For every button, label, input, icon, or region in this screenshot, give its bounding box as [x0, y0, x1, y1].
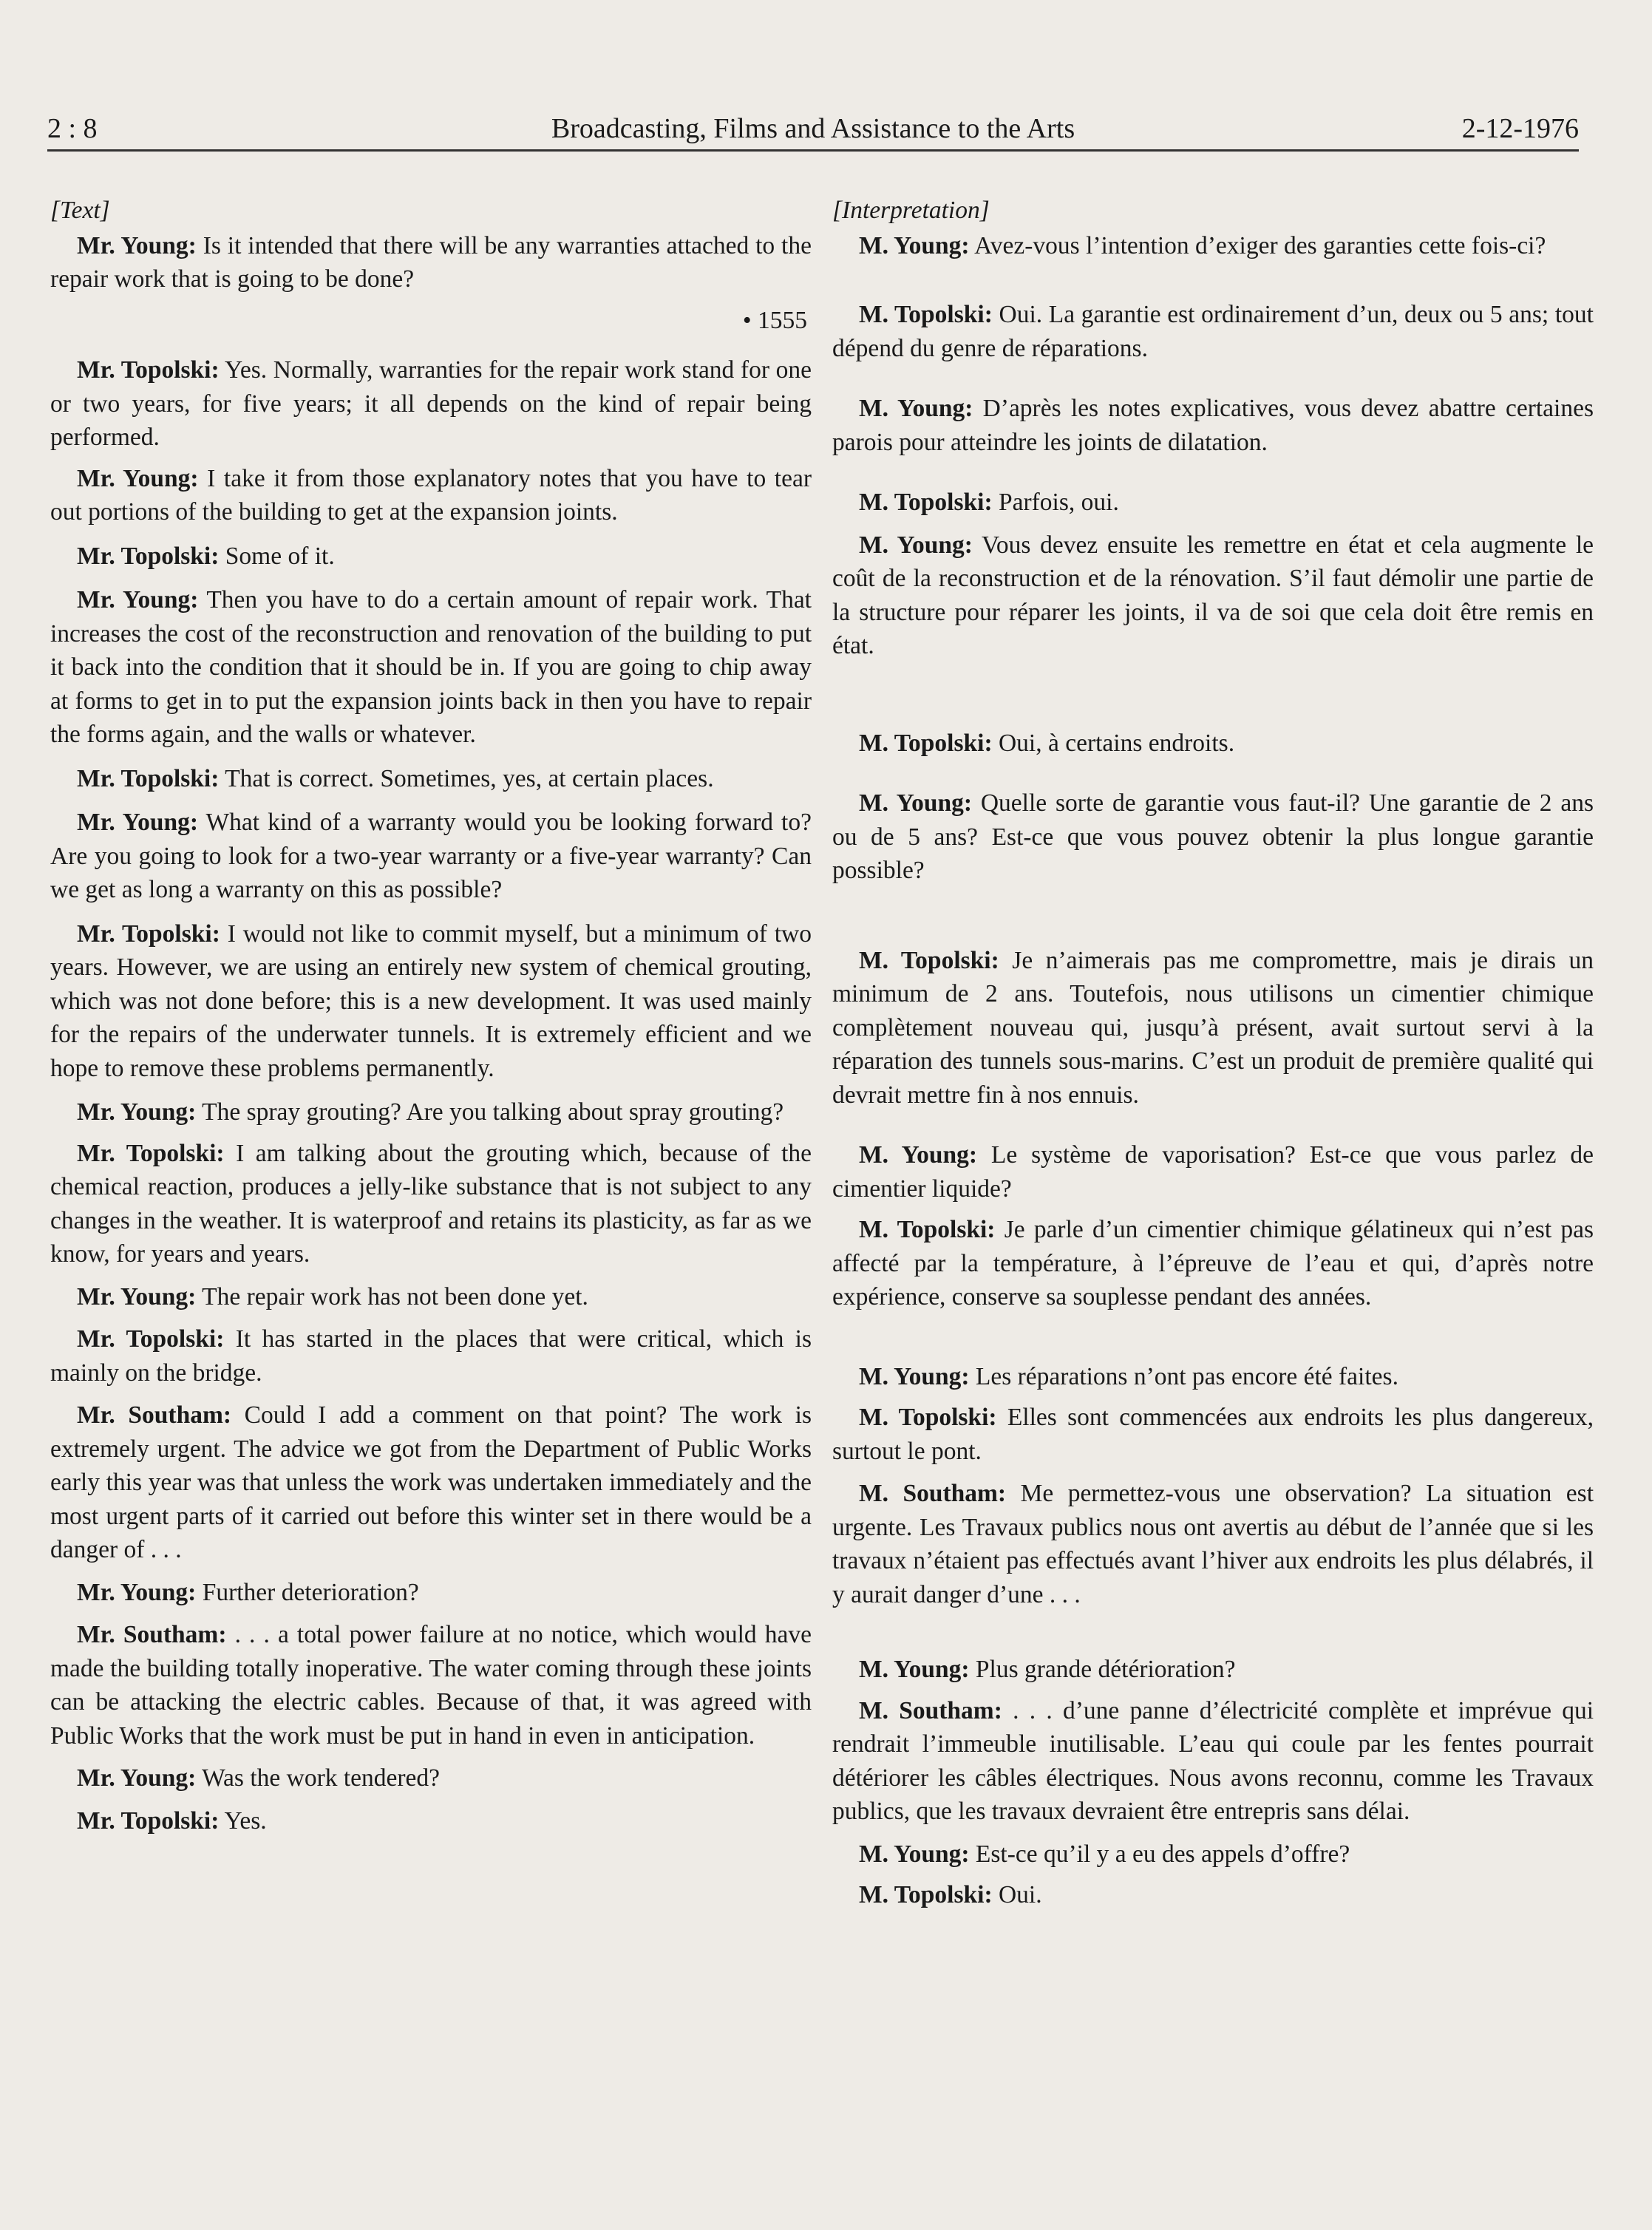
speaker-name: Mr. Young: [77, 1282, 197, 1311]
speech-text: D’après les notes explicatives, vous devez abattre certaines parois pour atteindre les joints de dilatation. [832, 395, 1594, 456]
speech-text: Vous devez ensuite les remettre en état et cela augmente le coût de la reconstruction et de la rénovation. S’il faut démolir une partie de la structure pour réparer les joints, il va de soi que cela doit être remis en état. [832, 531, 1594, 659]
transcript-paragraph [50, 1618, 812, 1753]
speaker-name: Mr. Topolski: [77, 919, 220, 948]
speaker-name: Mr. Southam: [77, 1401, 232, 1429]
speech-text: I take it from those explanatory notes that you have to tear out portions of the building to get at the expansion joints. [50, 464, 812, 526]
speaker-name: Mr. Southam: [77, 1621, 227, 1648]
transcript-paragraph [832, 1694, 1594, 1829]
speech-text: Avez-vous l’intention d’exiger des garanties cette fois-ci? [974, 231, 1546, 259]
speech-text: Je parle d’un cimentier chimique gélatineux qui n’est pas affecté par la température, à l’épreuve de l’eau et qui, d’après notre expérience, conserve sa souplesse pendant des années. [832, 1216, 1594, 1311]
transcript-paragraph [50, 762, 812, 796]
speech-text: Les réparations n’ont pas encore été faites. [975, 1362, 1398, 1390]
speaker-name: M. Young: [859, 1141, 978, 1169]
speech-text: Quelle sorte de garantie vous faut-il? Une garantie de 2 ans ou de 5 ans? Est-ce que vous pouvez obtenir la plus longue garantie possible? [832, 789, 1594, 884]
speech-text: It has started in the places that were critical, which is mainly on the bridge. [50, 1325, 812, 1387]
transcript-paragraph [50, 229, 812, 296]
speech-text: What kind of a warranty would you be looking forward to? Are you going to look for a two-year warranty or a five-year warranty? Can we get as long a warranty on this as possible? [50, 809, 812, 903]
transcript-paragraph [832, 1401, 1594, 1468]
header-date: 2-12-1976 [1461, 113, 1579, 144]
english-column [50, 194, 812, 1838]
transcript-paragraph [832, 1138, 1594, 1206]
speaker-name: Mr. Topolski: [77, 1139, 225, 1167]
speaker-name: Mr. Young: [77, 586, 199, 613]
transcript-paragraph [832, 1838, 1594, 1872]
speech-text: Parfois, oui. [998, 489, 1119, 516]
speech-text: Is it intended that there will be any warranties attached to the repair work that is going to be done? [50, 231, 812, 293]
speech-text: That is correct. Sometimes, yes, at certain places. [225, 764, 714, 792]
speaker-name: M. Topolski: [859, 1881, 993, 1908]
interpretation-label: [Interpretation] [832, 197, 990, 224]
transcript-paragraph [50, 353, 812, 455]
speech-text: Est-ce qu’il y a eu des appels d’offre? [975, 1840, 1350, 1868]
transcript-paragraph [50, 1398, 812, 1567]
speaker-name: M. Southam: [859, 1696, 1002, 1724]
speech-text: Then you have to do a certain amount of repair work. That increases the cost of the reconstruction and renovation of the building to put it back into the condition that it should be in. If you are going to chip away at forms to get in to put the expansion joints back in then you have to repair the forms again, and the walls or whatever. [50, 586, 812, 748]
time-marker: • 1555 [742, 306, 807, 334]
transcript-paragraph [50, 806, 812, 907]
speech-text: Elles sont commencées aux endroits les plus dangereux, surtout le pont. [832, 1404, 1594, 1465]
speech-text: Further deterioration? [202, 1578, 419, 1606]
speech-text: Some of it. [225, 542, 335, 570]
speaker-name: M. Young: [859, 531, 973, 559]
transcript-paragraph [832, 1653, 1594, 1687]
transcript-paragraph [832, 1477, 1594, 1611]
speech-text: Was the work tendered? [202, 1764, 441, 1792]
speech-text: Me permettez-vous une observation? La situation est urgente. Les Travaux publics nous ont avertis au début de l’année que si les travaux n’étaient pas effectués avant l’hiver aux endroits les plus délabrés, il y aurait danger d’une . . . [832, 1480, 1594, 1608]
speaker-name: Mr. Young: [77, 1098, 197, 1126]
speech-text: . . . a total power failure at no notice, which would have made the building totally inoperative. The water coming through these joints can be attacking the electric cables. Because of that, it was agreed with Public Works that the work must be put in hand in even in anticipation. [50, 1621, 812, 1750]
transcript-paragraph [50, 1576, 812, 1610]
speech-text: Oui, à certains endroits. [998, 729, 1235, 757]
speaker-name: M. Young: [859, 1362, 970, 1390]
transcript-paragraph [50, 583, 812, 752]
transcript-paragraph [50, 1137, 812, 1271]
speaker-name: M. Topolski: [859, 729, 993, 757]
transcript-paragraph [832, 1360, 1594, 1394]
speaker-name: Mr. Young: [77, 464, 199, 492]
text-label: [Text] [50, 197, 110, 224]
speaker-name: M. Young: [859, 1656, 970, 1683]
speech-text: Je n’aimerais pas me compromettre, mais je dirais un minimum de 2 ans. Toutefois, nous utilisons un cimentier chimique complètement nouveau qui, jusqu’à présent, avait surtout servi à la réparation des tunnels sous-marins. C’est un produit de première qualité qui devrait mettre fin à nos ennuis. [832, 946, 1594, 1109]
transcript-paragraph [50, 540, 812, 574]
transcript-paragraph [50, 1280, 812, 1314]
french-column [832, 194, 1594, 1912]
speaker-name: Mr. Young: [77, 1578, 197, 1606]
transcript-paragraph [50, 917, 812, 1086]
speech-text: The spray grouting? Are you talking about spray grouting? [202, 1098, 784, 1126]
speaker-name: M. Topolski: [859, 946, 999, 974]
speaker-name: M. Topolski: [859, 1404, 997, 1431]
transcript-paragraph [50, 1095, 812, 1129]
transcript-paragraph [50, 1761, 812, 1795]
speaker-name: M. Young: [859, 395, 973, 422]
speaker-name: M. Young: [859, 231, 970, 259]
speech-text: I am talking about the grouting which, because of the chemical reaction, produces a jelly-like substance that is not subject to any changes in the weather. It is waterproof and retains its plasticity, as far as we know, for years and years. [50, 1139, 812, 1268]
speaker-name: Mr. Topolski: [77, 764, 220, 792]
transcript-paragraph [832, 727, 1594, 761]
transcript-paragraph [50, 1804, 812, 1838]
speech-text: Could I add a comment on that point? The work is extremely urgent. The advice we got from the Department of Public Works early this year was that unless the work was undertaken immediately and the most urgent parts of it carried out before this winter set in there would be a danger of . . . [50, 1401, 812, 1563]
transcript-paragraph [832, 528, 1594, 663]
speech-text: Plus grande détérioration? [975, 1656, 1236, 1683]
speaker-name: M. Topolski: [859, 1216, 996, 1243]
speaker-name: Mr. Young: [77, 809, 199, 836]
speech-text: Yes. Normally, warranties for the repair work stand for one or two years, for five years; it all depends on the kind of repair being performed. [50, 356, 812, 451]
speech-text: . . . d’une panne d’électricité complète et imprévue qui rendrait l’immeuble inutilisable. L’eau qui coule par les fentes pourrait détériorer les câbles électriques. Nous avons reconnu, comme les Travaux publics, que les travaux devraient être entrepris sans délai. [832, 1696, 1594, 1825]
transcript-paragraph [50, 1322, 812, 1390]
page-number: 2 : 8 [47, 113, 98, 144]
page-header [47, 108, 1579, 152]
transcript-paragraph [832, 486, 1594, 520]
transcript-paragraph [832, 1878, 1594, 1912]
speech-text: The repair work has not been done yet. [202, 1282, 588, 1311]
speaker-name: Mr. Topolski: [77, 1325, 225, 1353]
speaker-name: M. Southam: [859, 1480, 1007, 1507]
speaker-name: Mr. Young: [77, 231, 197, 259]
speaker-name: Mr. Topolski: [77, 1806, 220, 1835]
speech-text: Oui. La garantie est ordinairement d’un, deux ou 5 ans; tout dépend du genre de réparations. [832, 301, 1594, 362]
transcript-paragraph [832, 1213, 1594, 1314]
speaker-name: Mr. Young: [77, 1764, 197, 1792]
transcript-paragraph [832, 786, 1594, 888]
speech-text: Le système de vaporisation? Est-ce que vous parlez de cimentier liquide? [832, 1141, 1594, 1203]
speaker-name: M. Young: [859, 789, 972, 817]
transcript-paragraph [50, 462, 812, 529]
transcript-paragraph [832, 944, 1594, 1112]
transcript-paragraph [832, 298, 1594, 365]
speech-text: I would not like to commit myself, but a minimum of two years. However, we are using an entirely new system of chemical grouting, which was not done before; this is a new development. It was used mainly for the repairs of the underwater tunnels. It is extremely efficient and we hope to remove these problems permanently. [50, 919, 812, 1082]
speaker-name: Mr. Topolski: [77, 542, 220, 570]
speech-text: Oui. [998, 1881, 1042, 1908]
speaker-name: Mr. Topolski: [77, 356, 220, 384]
speaker-name: M. Topolski: [859, 489, 993, 516]
speaker-name: M. Topolski: [859, 301, 993, 328]
transcript-paragraph [832, 392, 1594, 459]
transcript-paragraph [832, 229, 1594, 263]
speech-text: Yes. [224, 1806, 267, 1835]
running-title: Broadcasting, Films and Assistance to the Arts [551, 113, 1075, 144]
speaker-name: M. Young: [859, 1840, 970, 1868]
